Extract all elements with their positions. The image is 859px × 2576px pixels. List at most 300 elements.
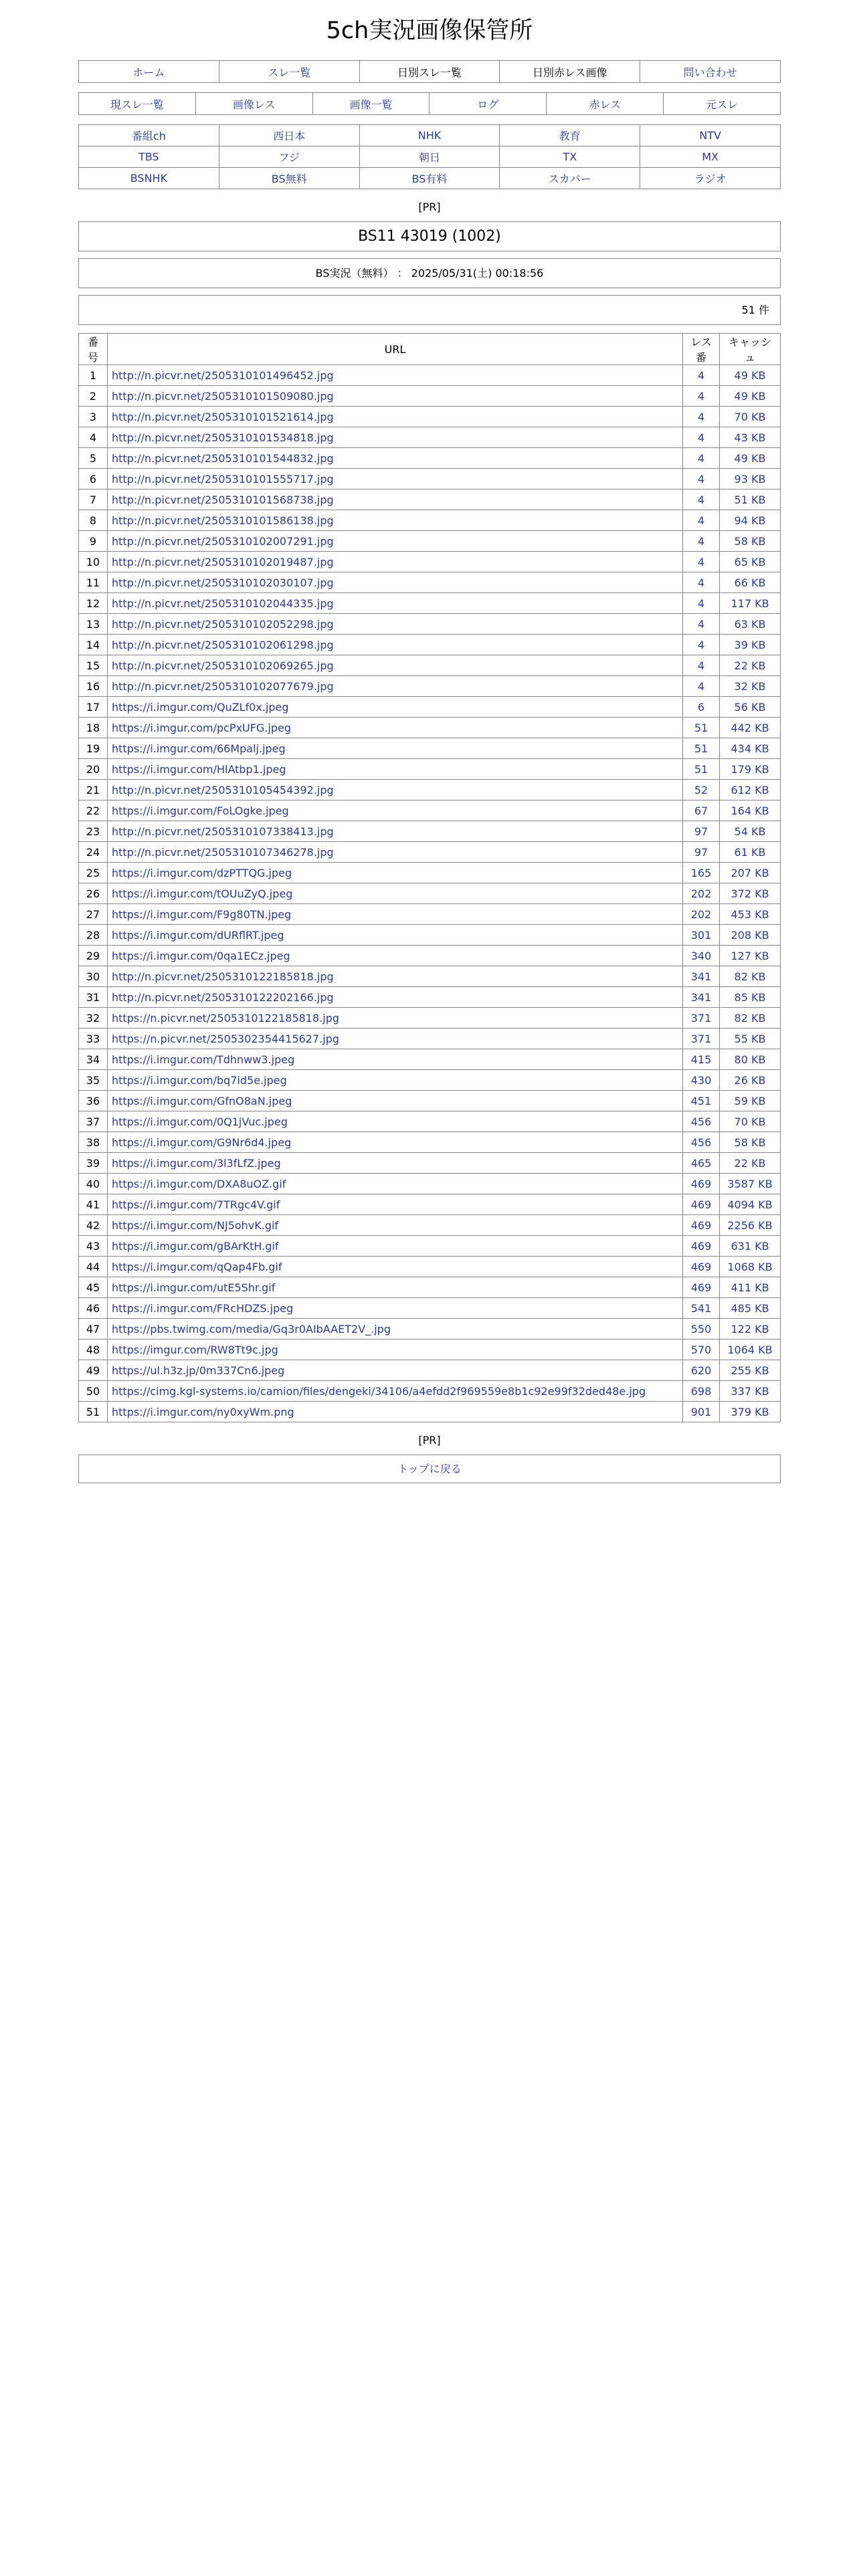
row-res-cell: [683, 1008, 720, 1029]
res-number-link[interactable]: 51: [694, 742, 708, 755]
back-to-top-link[interactable]: トップに戻る: [397, 1463, 462, 1475]
row-cache-cell: [720, 966, 781, 987]
cache-size-link[interactable]: 612 KB: [731, 783, 769, 796]
row-cache-cell: [720, 510, 781, 531]
cache-size-link[interactable]: 22 KB: [734, 1156, 766, 1170]
row-cache-cell: [720, 593, 781, 614]
row-res-cell: [683, 572, 720, 593]
row-number: 34: [79, 1049, 108, 1070]
image-url-link[interactable]: http://n.picvr.net/2505310102044335.jpg: [112, 597, 334, 610]
cache-size-link[interactable]: 51 KB: [734, 493, 766, 506]
channel-link[interactable]: BSNHK: [130, 172, 168, 185]
row-number: 37: [79, 1111, 108, 1132]
nav-daily-red-images: 日別赤レス画像: [500, 61, 640, 83]
channel-link[interactable]: スカパー: [548, 173, 591, 185]
nav-red-res[interactable]: [547, 93, 664, 115]
nav-image-res-link[interactable]: 画像レス: [232, 98, 276, 111]
row-url-cell: [108, 1402, 683, 1422]
cache-size-link[interactable]: 49 KB: [734, 368, 766, 382]
image-url-link[interactable]: http://n.picvr.net/2505310107346278.jpg: [112, 845, 334, 859]
row-number: 5: [79, 448, 108, 469]
cache-size-link[interactable]: 1068 KB: [727, 1260, 773, 1273]
row-url-cell: [108, 1008, 683, 1029]
cache-size-link[interactable]: 122 KB: [731, 1322, 769, 1335]
row-url-cell: [108, 1381, 683, 1402]
res-number-link[interactable]: 202: [690, 907, 712, 921]
cache-size-link[interactable]: 58 KB: [734, 534, 766, 548]
image-url-link[interactable]: https://i.imgur.com/ny0xyWm.png: [112, 1405, 294, 1418]
row-number: 8: [79, 510, 108, 531]
nav-image-res[interactable]: [195, 93, 312, 115]
channel-link[interactable]: MX: [702, 150, 719, 163]
image-url-link[interactable]: https://n.picvr.net/2505310122185818.jpg: [112, 1011, 340, 1025]
cache-size-link[interactable]: 379 KB: [731, 1405, 769, 1418]
cache-size-link[interactable]: 179 KB: [731, 762, 769, 776]
table-row: [79, 1132, 781, 1153]
image-url-link[interactable]: http://n.picvr.net/2505310101586138.jpg: [112, 514, 334, 527]
row-number: 16: [79, 676, 108, 697]
channel-link[interactable]: TX: [563, 150, 577, 163]
row-url-cell: [108, 1153, 683, 1174]
nav-image-list[interactable]: [312, 93, 430, 115]
channel-cell[interactable]: [359, 168, 500, 189]
channel-cell[interactable]: [359, 146, 500, 168]
cache-size-link[interactable]: 55 KB: [734, 1032, 766, 1045]
image-url-link[interactable]: https://i.imgur.com/dzPTTQG.jpeg: [112, 866, 292, 879]
row-res-cell: [683, 863, 720, 883]
table-row: [79, 1298, 781, 1319]
row-url-cell: [108, 800, 683, 821]
nav-log[interactable]: [430, 93, 547, 115]
image-url-link[interactable]: http://n.picvr.net/2505310102030107.jpg: [112, 576, 334, 589]
res-number-link[interactable]: 341: [690, 970, 712, 983]
cache-size-link[interactable]: 85 KB: [734, 990, 766, 1004]
res-number-link[interactable]: 469: [690, 1198, 712, 1211]
channel-link[interactable]: 教育: [559, 130, 581, 142]
res-number-link[interactable]: 570: [690, 1343, 712, 1356]
res-number-link[interactable]: 620: [690, 1364, 712, 1377]
res-number-link[interactable]: 371: [690, 1032, 712, 1045]
nav-red-res-link[interactable]: 赤レス: [589, 98, 621, 111]
image-url-link[interactable]: http://n.picvr.net/2505310101534818.jpg: [112, 431, 334, 444]
image-url-link[interactable]: http://n.picvr.net/2505310102077679.jpg: [112, 679, 334, 693]
row-url-cell: [108, 676, 683, 697]
res-number-link[interactable]: 4: [697, 389, 705, 403]
res-number-link[interactable]: 51: [694, 762, 708, 776]
header-num: 番号: [79, 334, 108, 365]
res-number-link[interactable]: 901: [690, 1405, 712, 1418]
image-url-link[interactable]: http://n.picvr.net/2505310105454392.jpg: [112, 783, 334, 796]
res-number-link[interactable]: 4: [697, 576, 705, 589]
table-row: [79, 780, 781, 800]
row-res-cell: [683, 842, 720, 863]
cache-size-link[interactable]: 94 KB: [734, 514, 766, 527]
res-number-link[interactable]: 469: [690, 1218, 712, 1232]
image-url-link[interactable]: https://i.imgur.com/DXA8uOZ.gif: [112, 1177, 286, 1190]
image-url-link[interactable]: http://n.picvr.net/2505310101544832.jpg: [112, 451, 334, 465]
channel-cell[interactable]: [640, 125, 781, 146]
image-url-link[interactable]: https://i.imgur.com/0qa1ECz.jpeg: [112, 949, 290, 962]
cache-size-link[interactable]: 3587 KB: [727, 1177, 773, 1190]
cache-size-link[interactable]: 43 KB: [734, 431, 766, 444]
row-url-cell: [108, 842, 683, 863]
table-row: [79, 427, 781, 448]
image-url-link[interactable]: http://n.picvr.net/2505310101555717.jpg: [112, 472, 334, 486]
image-url-link[interactable]: https://i.imgur.com/dURflRT.jpeg: [112, 928, 284, 942]
cache-size-link[interactable]: 208 KB: [731, 928, 769, 942]
row-url-cell: [108, 655, 683, 676]
cache-size-link[interactable]: 56 KB: [734, 700, 766, 714]
res-number-link[interactable]: 4: [697, 368, 705, 382]
table-row: [79, 718, 781, 738]
cache-size-link[interactable]: 80 KB: [734, 1053, 766, 1066]
image-url-link[interactable]: http://n.picvr.net/2505310101521614.jpg: [112, 410, 334, 423]
cache-size-link[interactable]: 39 KB: [734, 638, 766, 651]
channel-cell[interactable]: [219, 168, 359, 189]
image-url-link[interactable]: https://ul.h3z.jp/0m337Cn6.jpeg: [112, 1364, 285, 1377]
cache-size-link[interactable]: 337 KB: [731, 1384, 769, 1398]
res-number-link[interactable]: 4: [697, 679, 705, 693]
res-number-link[interactable]: 4: [697, 555, 705, 568]
table-row: [79, 1070, 781, 1091]
res-number-link[interactable]: 341: [690, 990, 712, 1004]
row-number: 6: [79, 469, 108, 490]
row-number: 7: [79, 490, 108, 510]
res-number-link[interactable]: 469: [690, 1239, 712, 1253]
row-cache-cell: [720, 904, 781, 925]
table-row: [79, 448, 781, 469]
image-url-link[interactable]: https://n.picvr.net/2505302354415627.jpg: [112, 1032, 340, 1045]
nav-home-link[interactable]: ホーム: [132, 66, 165, 79]
cache-size-link[interactable]: 4094 KB: [727, 1198, 773, 1211]
table-row: [79, 1402, 781, 1422]
res-number-link[interactable]: 456: [690, 1115, 712, 1128]
row-url-cell: [108, 821, 683, 842]
channel-cell[interactable]: [219, 146, 359, 168]
image-url-link[interactable]: http://n.picvr.net/2505310122185818.jpg: [112, 970, 334, 983]
row-number: 22: [79, 800, 108, 821]
res-number-link[interactable]: 4: [697, 659, 705, 672]
image-url-link[interactable]: https://i.imgur.com/7TRgc4V.gif: [112, 1198, 280, 1211]
channel-link[interactable]: TBS: [138, 150, 159, 163]
res-number-link[interactable]: 4: [697, 431, 705, 444]
res-number-link[interactable]: 51: [694, 721, 708, 734]
row-cache-cell: [720, 1402, 781, 1422]
table-row: [79, 1277, 781, 1298]
image-url-link[interactable]: http://n.picvr.net/2505310101568738.jpg: [112, 493, 334, 506]
res-number-link[interactable]: 97: [694, 845, 708, 859]
table-row: [79, 552, 781, 572]
row-url-cell: [108, 448, 683, 469]
cache-size-link[interactable]: 434 KB: [731, 742, 769, 755]
channel-cell[interactable]: [79, 146, 219, 168]
row-url-cell: [108, 593, 683, 614]
image-url-link[interactable]: https://i.imgur.com/FoLOgke.jpeg: [112, 804, 289, 817]
image-url-link[interactable]: http://n.picvr.net/2505310102019487.jpg: [112, 555, 334, 568]
cache-size-link[interactable]: 255 KB: [731, 1364, 769, 1377]
nav-current-threads-link[interactable]: 現スレ一覧: [110, 98, 164, 111]
image-url-link[interactable]: http://n.picvr.net/2505310102007291.jpg: [112, 534, 334, 548]
table-row: [79, 1360, 781, 1381]
channel-link[interactable]: NTV: [699, 129, 721, 142]
back-to-top[interactable]: [78, 1455, 781, 1483]
res-number-link[interactable]: 469: [690, 1260, 712, 1273]
image-url-link[interactable]: https://i.imgur.com/qQap4Fb.gif: [112, 1260, 282, 1273]
image-url-link[interactable]: http://n.picvr.net/2505310102069265.jpg: [112, 659, 334, 672]
image-url-link[interactable]: https://i.imgur.com/FRcHDZS.jpeg: [112, 1301, 294, 1315]
image-url-link[interactable]: https://i.imgur.com/G9Nr6d4.jpeg: [112, 1136, 292, 1149]
row-cache-cell: [720, 883, 781, 904]
image-url-link[interactable]: https://i.imgur.com/66Mpalj.jpeg: [112, 742, 286, 755]
res-number-link[interactable]: 52: [694, 783, 708, 796]
channel-cell[interactable]: [500, 146, 640, 168]
row-res-cell: [683, 490, 720, 510]
cache-size-link[interactable]: 82 KB: [734, 1011, 766, 1025]
table-row: [79, 1215, 781, 1236]
row-res-cell: [683, 1298, 720, 1319]
table-row: [79, 759, 781, 780]
row-cache-cell: [720, 427, 781, 448]
nav-thread-list-link[interactable]: スレ一覧: [268, 66, 311, 79]
channel-link[interactable]: 西日本: [273, 130, 306, 142]
cache-size-link[interactable]: 61 KB: [734, 845, 766, 859]
row-cache-cell: [720, 1008, 781, 1029]
res-number-link[interactable]: 430: [690, 1073, 712, 1087]
res-number-link[interactable]: 698: [690, 1384, 712, 1398]
row-res-cell: [683, 1091, 720, 1111]
image-url-link[interactable]: https://i.imgur.com/F9g80TN.jpeg: [112, 907, 292, 921]
table-row: [79, 635, 781, 655]
image-url-link[interactable]: https://i.imgur.com/GfnO8aN.jpeg: [112, 1094, 292, 1107]
row-url-cell: [108, 1070, 683, 1091]
nav-original-thread-link[interactable]: 元スレ: [706, 98, 739, 111]
cache-size-link[interactable]: 49 KB: [734, 389, 766, 403]
res-number-link[interactable]: 4: [697, 514, 705, 527]
nav-current-threads[interactable]: [79, 93, 196, 115]
res-number-link[interactable]: 4: [697, 472, 705, 486]
row-number: 23: [79, 821, 108, 842]
channel-link[interactable]: NHK: [417, 129, 442, 142]
cache-size-link[interactable]: 411 KB: [731, 1281, 769, 1294]
res-number-link[interactable]: 4: [697, 617, 705, 631]
cache-size-link[interactable]: 372 KB: [731, 887, 769, 900]
res-number-link[interactable]: 4: [697, 534, 705, 548]
cache-size-link[interactable]: 70 KB: [734, 410, 766, 423]
cache-size-link[interactable]: 59 KB: [734, 1094, 766, 1107]
table-header-row: [79, 334, 781, 365]
cache-size-link[interactable]: 207 KB: [731, 866, 769, 879]
res-number-link[interactable]: 4: [697, 451, 705, 465]
cache-size-link[interactable]: 82 KB: [734, 970, 766, 983]
nav-contact[interactable]: [640, 61, 781, 83]
row-url-cell: [108, 1319, 683, 1339]
channel-cell[interactable]: [79, 125, 219, 146]
table-row: [79, 946, 781, 966]
row-number: 18: [79, 718, 108, 738]
channel-cell[interactable]: [359, 125, 500, 146]
row-res-cell: [683, 759, 720, 780]
channel-link[interactable]: 番組ch: [131, 130, 166, 142]
row-cache-cell: [720, 1174, 781, 1194]
image-url-link[interactable]: https://i.imgur.com/gBArKtH.gif: [112, 1239, 279, 1253]
res-number-link[interactable]: 465: [690, 1156, 712, 1170]
row-cache-cell: [720, 1194, 781, 1215]
image-url-link[interactable]: https://i.imgur.com/pcPxUFG.jpeg: [112, 721, 292, 734]
image-url-link[interactable]: http://n.picvr.net/2505310107338413.jpg: [112, 825, 334, 838]
cache-size-link[interactable]: 2256 KB: [727, 1218, 773, 1232]
row-res-cell: [683, 987, 720, 1008]
nav-daily-thread-list: 日別スレ一覧: [359, 61, 500, 83]
row-cache-cell: [720, 1215, 781, 1236]
res-number-link[interactable]: 371: [690, 1011, 712, 1025]
table-row: [79, 490, 781, 510]
row-url-cell: [108, 1029, 683, 1049]
row-cache-cell: [720, 821, 781, 842]
row-url-cell: [108, 1091, 683, 1111]
row-res-cell: [683, 469, 720, 490]
cache-size-link[interactable]: 485 KB: [731, 1301, 769, 1315]
cache-size-link[interactable]: 54 KB: [734, 825, 766, 838]
cache-size-link[interactable]: 22 KB: [734, 659, 766, 672]
cache-size-link[interactable]: 453 KB: [731, 907, 769, 921]
res-number-link[interactable]: 469: [690, 1281, 712, 1294]
cache-size-link[interactable]: 442 KB: [731, 721, 769, 734]
res-number-link[interactable]: 97: [694, 825, 708, 838]
res-number-link[interactable]: 456: [690, 1136, 712, 1149]
res-number-link[interactable]: 301: [690, 928, 712, 942]
res-number-link[interactable]: 6: [697, 700, 705, 714]
channel-link[interactable]: ラジオ: [694, 173, 727, 185]
res-number-link[interactable]: 541: [690, 1301, 712, 1315]
site-title: 5ch実況画像保管所: [326, 17, 533, 44]
res-number-link[interactable]: 67: [694, 804, 708, 817]
row-url-cell: [108, 572, 683, 593]
cache-size-link[interactable]: 32 KB: [734, 679, 766, 693]
cache-size-link[interactable]: 631 KB: [731, 1239, 769, 1253]
row-url-cell: [108, 510, 683, 531]
image-url-link[interactable]: http://n.picvr.net/2505310101509080.jpg: [112, 389, 334, 403]
row-url-cell: [108, 925, 683, 946]
image-url-link[interactable]: https://i.imgur.com/tOUuZyQ.jpeg: [112, 887, 293, 900]
row-res-cell: [683, 1277, 720, 1298]
nav-original-thread[interactable]: [664, 93, 781, 115]
image-url-link[interactable]: https://i.imgur.com/NJ5ohvK.gif: [112, 1218, 279, 1232]
res-number-link[interactable]: 451: [690, 1094, 712, 1107]
table-row: [79, 531, 781, 552]
cache-size-link[interactable]: 66 KB: [734, 576, 766, 589]
row-number: 51: [79, 1402, 108, 1422]
image-url-link[interactable]: http://n.picvr.net/2505310101496452.jpg: [112, 368, 334, 382]
header-url: URL: [108, 334, 683, 365]
channel-link[interactable]: BS無料: [271, 173, 307, 185]
channel-link[interactable]: BS有料: [411, 173, 448, 185]
nav-image-list-link[interactable]: 画像一覧: [349, 98, 393, 111]
res-number-link[interactable]: 550: [690, 1322, 712, 1335]
nav-home[interactable]: [79, 61, 219, 83]
image-url-link[interactable]: https://cimg.kgl-systems.io/camion/files/dengeki/34106/a4efdd2f969559e8b1c92e99f32ded48e.jpg: [112, 1384, 646, 1398]
cache-size-link[interactable]: 127 KB: [731, 949, 769, 962]
res-number-link[interactable]: 4: [697, 638, 705, 651]
row-url-cell: [108, 552, 683, 572]
table-row: [79, 904, 781, 925]
cache-size-link[interactable]: 63 KB: [734, 617, 766, 631]
row-cache-cell: [720, 1257, 781, 1277]
cache-size-link[interactable]: 26 KB: [734, 1073, 766, 1087]
image-url-link[interactable]: https://i.imgur.com/bq7id5e.jpeg: [112, 1073, 287, 1087]
cache-size-link[interactable]: 117 KB: [731, 597, 769, 610]
row-cache-cell: [720, 987, 781, 1008]
image-url-link[interactable]: https://i.imgur.com/0Q1jVuc.jpeg: [112, 1115, 288, 1128]
res-number-link[interactable]: 340: [690, 949, 712, 962]
image-url-link[interactable]: https://i.imgur.com/Tdhnww3.jpeg: [112, 1053, 295, 1066]
row-res-cell: [683, 593, 720, 614]
channel-cell[interactable]: [79, 168, 219, 189]
image-url-link[interactable]: https://imgur.com/RW8Tt9c.jpg: [112, 1343, 278, 1356]
row-number: 38: [79, 1132, 108, 1153]
image-url-link[interactable]: http://n.picvr.net/2505310102052298.jpg: [112, 617, 334, 631]
nav-log-link[interactable]: ログ: [477, 98, 499, 111]
row-cache-cell: [720, 676, 781, 697]
image-url-link[interactable]: https://i.imgur.com/QuZLf0x.jpeg: [112, 700, 289, 714]
image-url-link[interactable]: https://i.imgur.com/HlAtbp1.jpeg: [112, 762, 286, 776]
nav-thread-list[interactable]: [219, 61, 359, 83]
cache-size-link[interactable]: 93 KB: [734, 472, 766, 486]
channel-link[interactable]: 朝日: [418, 151, 440, 164]
cache-size-link[interactable]: 1064 KB: [727, 1343, 773, 1356]
channel-cell[interactable]: [219, 125, 359, 146]
row-number: 29: [79, 946, 108, 966]
cache-size-link[interactable]: 70 KB: [734, 1115, 766, 1128]
image-url-link[interactable]: https://i.imgur.com/utE5Shr.gif: [112, 1281, 276, 1294]
row-number: 12: [79, 593, 108, 614]
res-number-link[interactable]: 4: [697, 410, 705, 423]
row-cache-cell: [720, 780, 781, 800]
cache-size-link[interactable]: 58 KB: [734, 1136, 766, 1149]
channel-cell[interactable]: [640, 146, 781, 168]
row-number: 28: [79, 925, 108, 946]
table-row: [79, 365, 781, 386]
cache-size-link[interactable]: 49 KB: [734, 451, 766, 465]
channel-cell[interactable]: [640, 168, 781, 189]
image-url-link[interactable]: https://pbs.twimg.com/media/Gq3r0AIbAAET2V_.jpg: [112, 1322, 391, 1335]
nav-sub: [78, 92, 781, 115]
row-cache-cell: [720, 469, 781, 490]
channel-cell[interactable]: [500, 168, 640, 189]
row-number: 24: [79, 842, 108, 863]
row-number: 4: [79, 427, 108, 448]
res-number-link[interactable]: 202: [690, 887, 712, 900]
cache-size-link[interactable]: 65 KB: [734, 555, 766, 568]
image-url-link[interactable]: http://n.picvr.net/2505310122202166.jpg: [112, 990, 334, 1004]
row-res-cell: [683, 510, 720, 531]
nav-contact-link[interactable]: 問い合わせ: [683, 66, 737, 79]
image-url-link[interactable]: https://i.imgur.com/3l3fLfZ.jpeg: [112, 1156, 281, 1170]
channel-cell[interactable]: [500, 125, 640, 146]
table-row: [79, 510, 781, 531]
row-res-cell: [683, 1402, 720, 1422]
res-number-link[interactable]: 4: [697, 597, 705, 610]
table-row: [79, 572, 781, 593]
cache-size-link[interactable]: 164 KB: [731, 804, 769, 817]
row-res-cell: [683, 1339, 720, 1360]
res-number-link[interactable]: 469: [690, 1177, 712, 1190]
res-number-link[interactable]: 165: [690, 866, 712, 879]
channel-link[interactable]: フジ: [278, 151, 300, 164]
image-url-link[interactable]: http://n.picvr.net/2505310102061298.jpg: [112, 638, 334, 651]
res-number-link[interactable]: 415: [690, 1053, 712, 1066]
res-number-link[interactable]: 4: [697, 493, 705, 506]
row-res-cell: [683, 1111, 720, 1132]
